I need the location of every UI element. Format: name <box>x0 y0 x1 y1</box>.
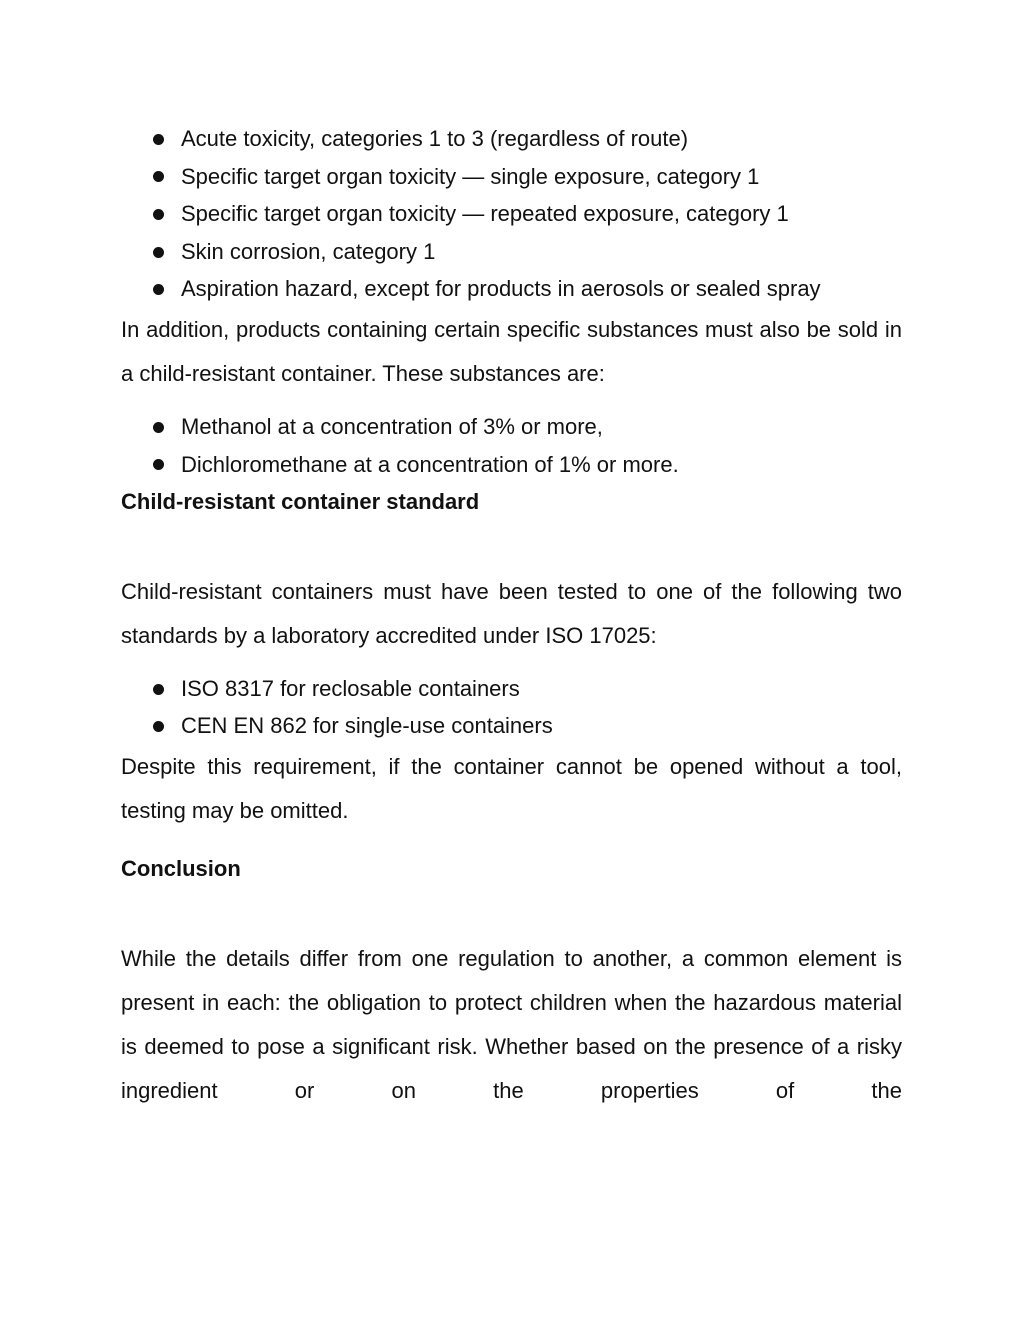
list-item-text: Methanol at a concentration of 3% or more, <box>181 413 603 439</box>
bullet-icon <box>153 134 164 145</box>
list-item <box>121 408 902 446</box>
spacer <box>121 833 902 850</box>
bullet-icon <box>153 721 164 732</box>
substances-intro-paragraph: In addition, products containing certain specific substances must also be sold in a child-resistant container. These substances are: <box>121 316 902 386</box>
bullet-icon <box>153 284 164 295</box>
bullet-icon <box>153 209 164 220</box>
list-item-text: Skin corrosion, category 1 <box>181 238 436 264</box>
list-item <box>121 270 902 308</box>
bullet-icon <box>153 684 164 695</box>
list-item <box>121 195 902 233</box>
spacer <box>121 658 902 670</box>
list-item <box>121 120 902 158</box>
spacer <box>121 888 902 937</box>
list-item <box>121 670 902 708</box>
list-item-text: CEN EN 862 for single-use containers <box>181 713 553 739</box>
standards-intro-paragraph: Child-resistant containers must have been tested to one of the following two standards by a laboratory accredited under ISO 17025: <box>121 578 902 648</box>
bullet-icon <box>153 171 164 182</box>
bullet-icon <box>153 422 164 433</box>
conclusion-paragraph: While the details differ from one regulation to another, a common element is present in each: the obligation to protect children when the hazardous material is deemed to pose a significant risk. Whether based on the presence of a risky ingredient or on the properties of the <box>121 945 902 1103</box>
spacer <box>121 521 902 570</box>
list-item-text: Specific target organ toxicity — repeated exposure, category 1 <box>181 201 789 227</box>
list-item <box>121 446 902 484</box>
list-item <box>121 158 902 196</box>
list-item-text: Dichloromethane at a concentration of 1% or more. <box>181 451 679 477</box>
testing-exemption-paragraph: Despite this requirement, if the container cannot be opened without a tool, testing may be omitted. <box>121 753 902 823</box>
standards-list <box>121 670 902 745</box>
list-item-text: Acute toxicity, categories 1 to 3 (regardless of route) <box>181 126 689 151</box>
list-item-text: ISO 8317 for reclosable containers <box>181 675 520 701</box>
section-heading-conclusion: Conclusion <box>121 855 241 881</box>
list-item <box>121 707 902 745</box>
list-item-text: Specific target organ toxicity — single exposure, category 1 <box>181 163 760 189</box>
substance-list <box>121 408 902 483</box>
spacer <box>121 396 902 408</box>
hazard-class-list <box>121 120 902 308</box>
list-item-text: Aspiration hazard, except for products in aerosols or sealed spray <box>181 276 821 302</box>
document-page <box>121 120 902 1113</box>
bullet-icon <box>153 247 164 258</box>
list-item <box>121 233 902 271</box>
section-heading-standard: Child-resistant container standard <box>121 489 480 515</box>
bullet-icon <box>153 459 164 470</box>
